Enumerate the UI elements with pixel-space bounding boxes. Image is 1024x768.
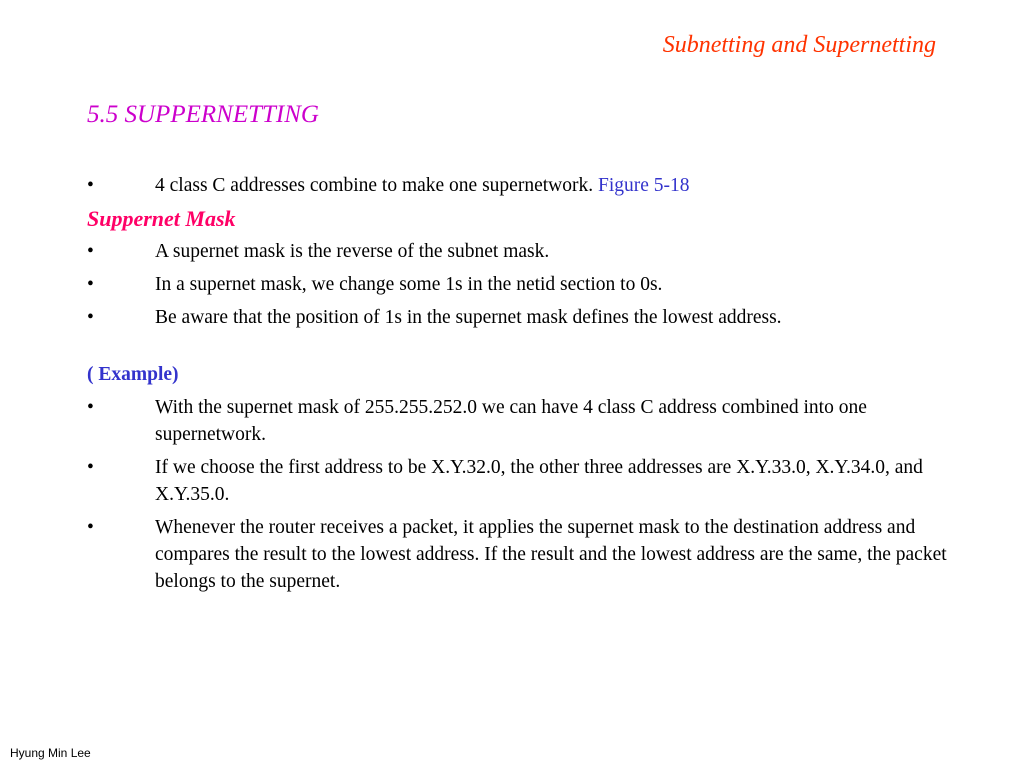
mask-bullet-row [87,271,947,298]
mask-bullet-text: A supernet mask is the reverse of the subnet mask. [155,241,550,262]
slide-content [87,172,947,601]
intro-text: 4 class C addresses combine to make one supernetwork. [155,175,594,196]
mask-bullet-text: Be aware that the position of 1s in the supernet mask defines the lowest address. [155,307,782,328]
mask-bullet-text: In a supernet mask, we change some 1s in the netid section to 0s. [155,274,663,295]
bullet-icon: • [87,241,94,262]
intro-bullet-text [155,172,947,199]
bullet-icon: • [87,274,94,295]
suppernet-mask-heading: Suppernet Mask [87,206,236,231]
mask-bullet-row [87,238,947,265]
bullet-icon: • [87,307,94,328]
bullet-icon: • [87,517,94,538]
example-bullet-row [87,454,947,508]
bullet-icon: • [87,397,94,418]
bullet-icon: • [87,175,94,196]
intro-bullet-row [87,172,947,199]
footer-author: Hyung Min Lee [10,746,91,760]
figure-reference: Figure 5-18 [597,175,690,196]
example-bullet-row [87,394,947,448]
slide-header-title: Subnetting and Supernetting [662,32,936,58]
example-label: ( Example) [87,364,179,385]
example-bullet-text: Whenever the router receives a packet, it applies the supernet mask to the destination address and compares the result to the lowest address. If the result and the lowest address are the same, the packet belongs to the supernet. [155,517,947,592]
mask-bullet-row [87,304,947,331]
example-bullet-text: With the supernet mask of 255.255.252.0 we can have 4 class C address combined into one supernetwork. [155,397,867,445]
bullet-icon: • [87,457,94,478]
example-bullet-row [87,514,947,595]
example-bullet-text: If we choose the first address to be X.Y.32.0, the other three addresses are X.Y.33.0, X.Y.34.0, and X.Y.35.0. [155,457,923,505]
section-title: 5.5 SUPPERNETTING [87,101,319,128]
